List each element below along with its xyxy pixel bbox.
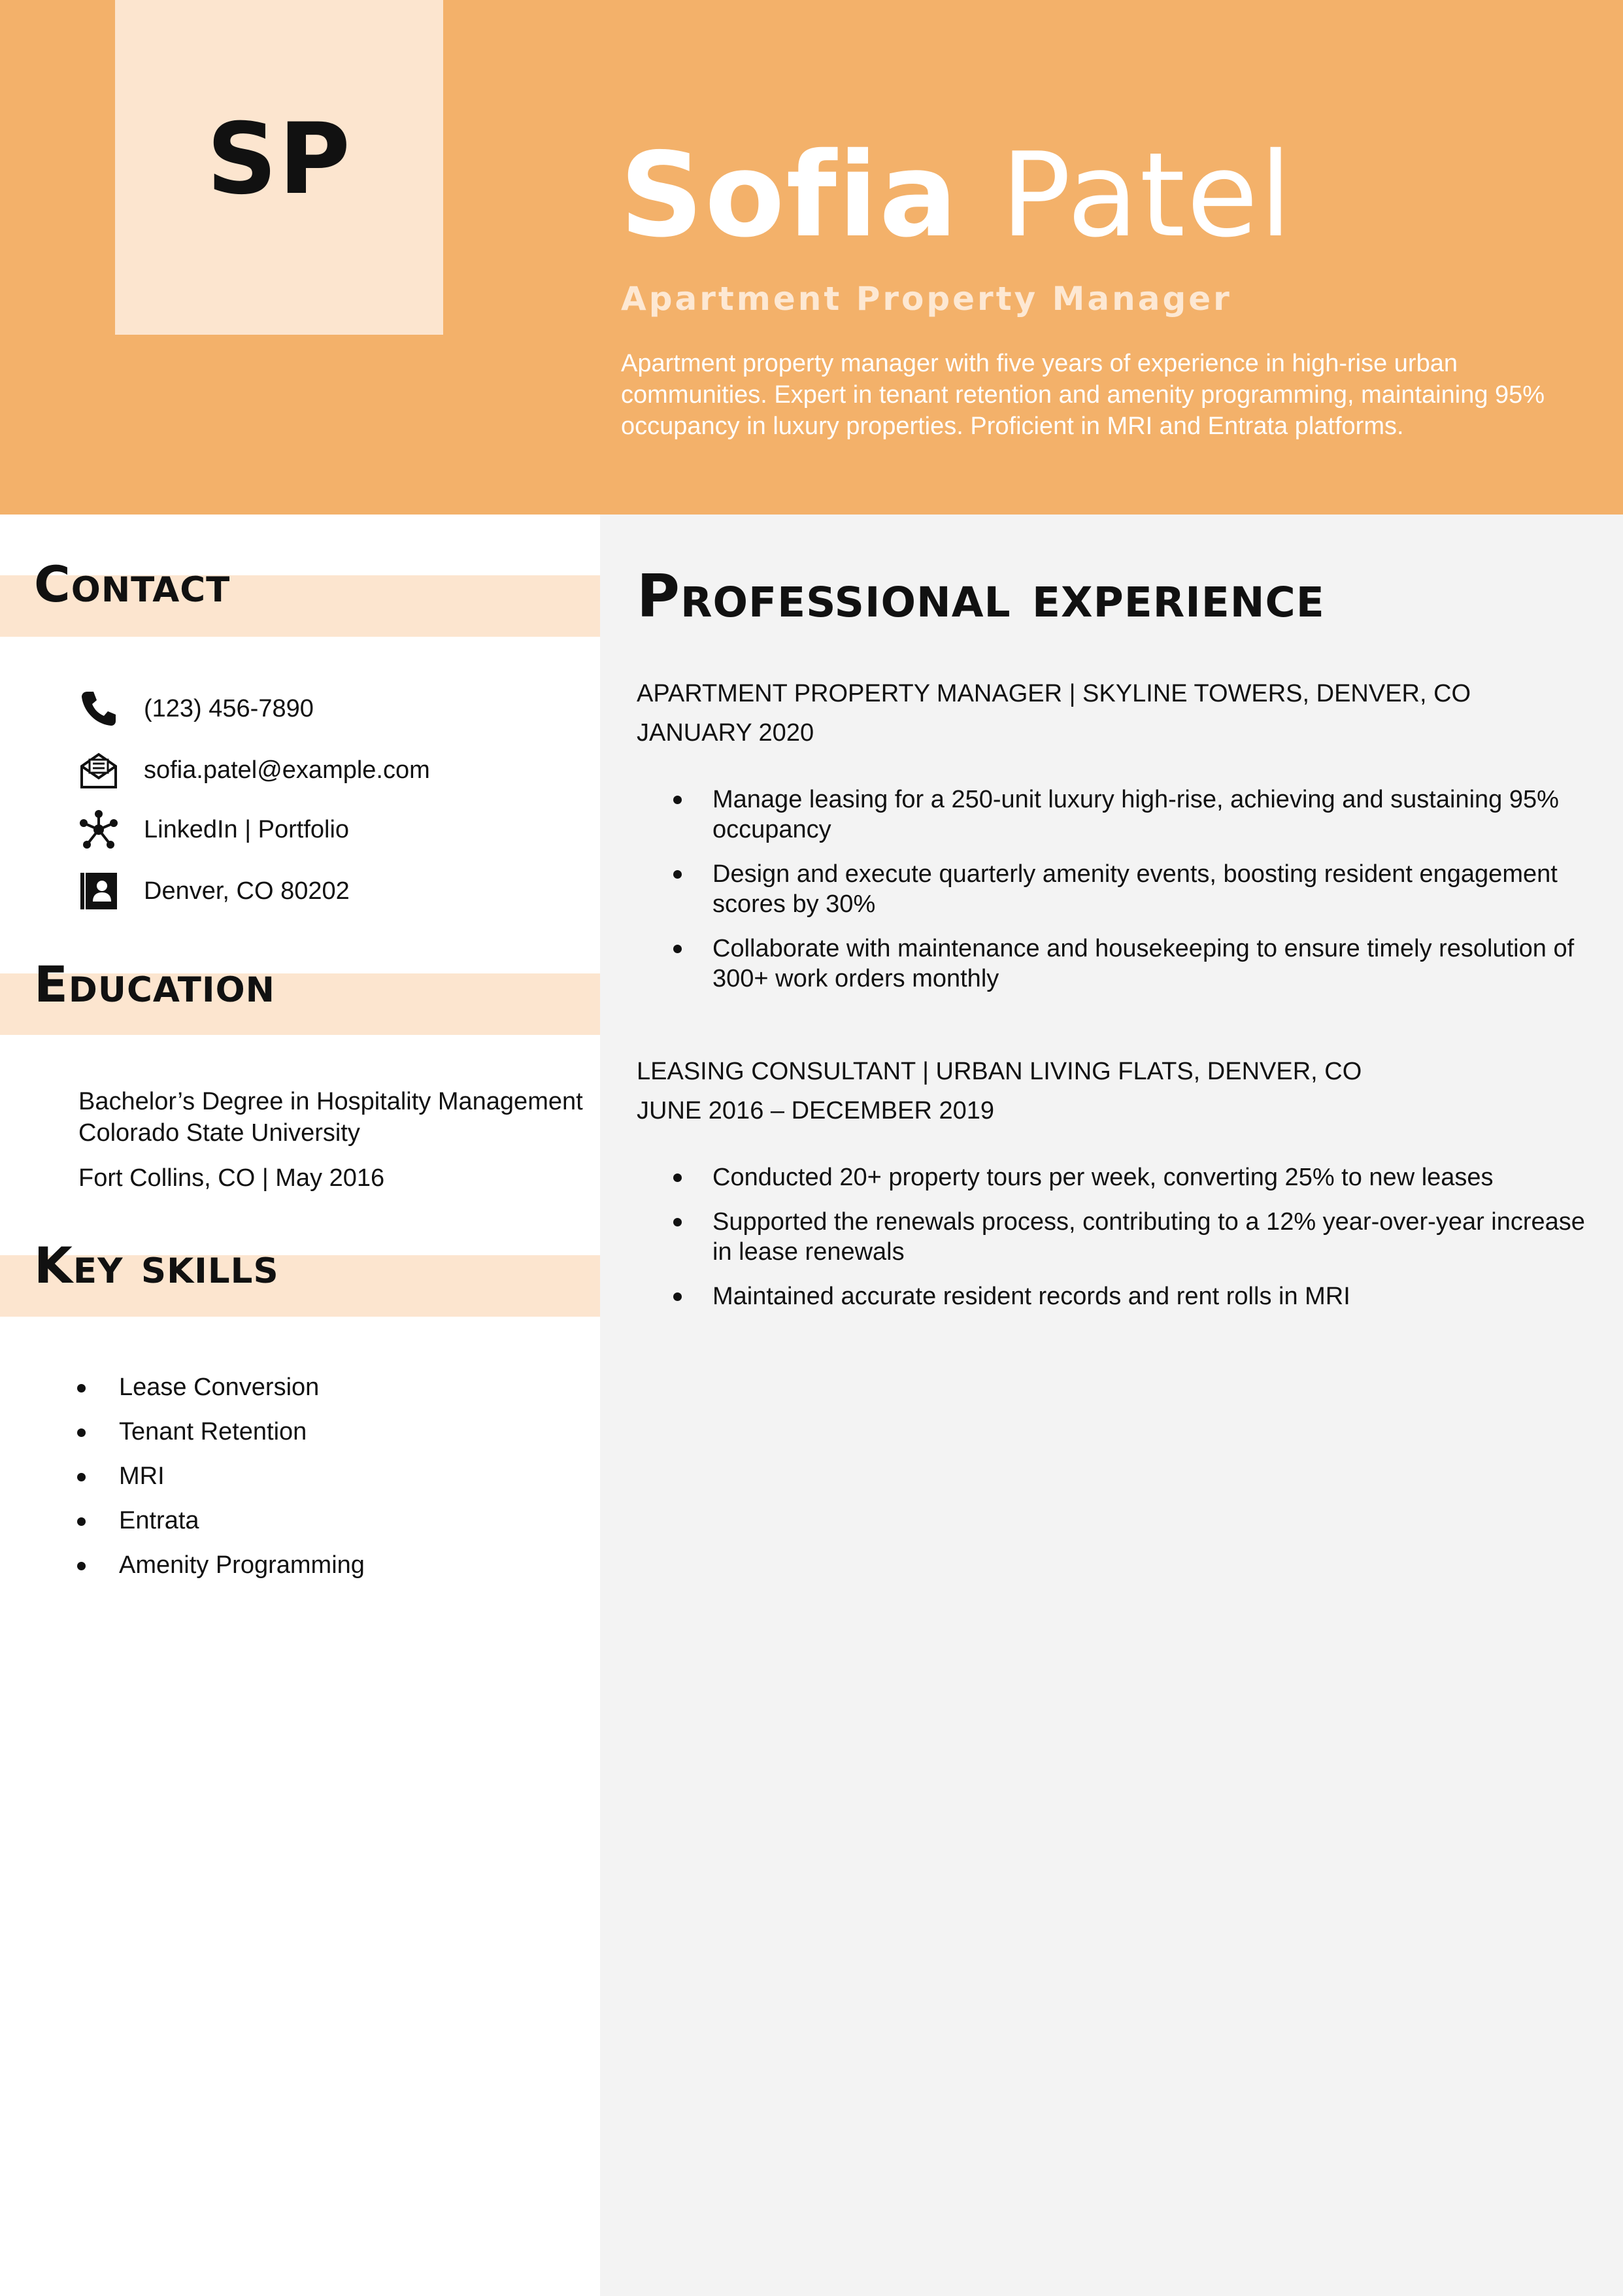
job-1-dates: JANUARY 2020 bbox=[637, 719, 814, 747]
contact-email bbox=[76, 749, 430, 792]
first-name: Sofia bbox=[620, 127, 960, 263]
skills-heading: Key skills bbox=[34, 1236, 279, 1294]
job-bullet: Design and execute quarterly amenity events, boosting resident engagement scores by 30% bbox=[673, 859, 1588, 919]
skill-item: Entrata bbox=[75, 1498, 365, 1543]
experience-heading: Professional experience bbox=[637, 562, 1325, 631]
skill-item: Amenity Programming bbox=[75, 1543, 365, 1587]
job-1-title: APARTMENT PROPERTY MANAGER | SKYLINE TOWERS, DENVER, CO bbox=[637, 680, 1471, 707]
network-icon bbox=[76, 808, 122, 851]
job-2-title: LEASING CONSULTANT | URBAN LIVING FLATS, DENVER, CO bbox=[637, 1058, 1362, 1085]
last-name: Patel bbox=[1001, 127, 1294, 263]
contact-location bbox=[76, 869, 350, 913]
job-bullet: Conducted 20+ property tours per week, converting 25% to new leases bbox=[673, 1162, 1588, 1192]
candidate-name bbox=[620, 127, 1294, 263]
monogram: SP bbox=[207, 103, 352, 216]
education-heading: Education bbox=[34, 955, 276, 1013]
job-bullet: Manage leasing for a 250-unit luxury high-rise, achieving and sustaining 95% occupancy bbox=[673, 785, 1588, 845]
skills-list bbox=[75, 1365, 365, 1587]
job-bullet: Maintained accurate resident records and rent rolls in MRI bbox=[673, 1281, 1588, 1311]
education-degree: Bachelor’s Degree in Hospitality Management Colorado State University bbox=[78, 1088, 583, 1147]
job-2-bullets bbox=[673, 1162, 1588, 1326]
skill-item: Lease Conversion bbox=[75, 1365, 365, 1410]
job-bullet: Collaborate with maintenance and housekeeping to ensure timely resolution of 300+ work orders monthly bbox=[673, 934, 1588, 994]
contact-heading: Contact bbox=[34, 555, 231, 613]
job-bullet: Supported the renewals process, contributing to a 12% year-over-year increase in lease renewals bbox=[673, 1207, 1588, 1267]
contact-links bbox=[76, 808, 350, 851]
job-2-dates: JUNE 2016 – DECEMBER 2019 bbox=[637, 1097, 995, 1124]
skill-item: MRI bbox=[75, 1454, 365, 1498]
education-location-date: Fort Collins, CO | May 2016 bbox=[78, 1164, 385, 1192]
skill-item: Tenant Retention bbox=[75, 1410, 365, 1454]
experience-panel bbox=[600, 515, 1623, 2296]
phone-icon bbox=[76, 687, 122, 730]
contact-phone bbox=[76, 687, 314, 730]
monogram-box bbox=[115, 0, 443, 335]
profile-summary: Apartment property manager with five years of experience in high-rise urban communities. Expert in tenant retention and amenity programming, maintaining 95% occupancy in luxury properties. Proficient in MRI and Entrata platforms. bbox=[621, 350, 1545, 440]
links-text[interactable]: LinkedIn | Portfolio bbox=[144, 815, 350, 843]
job-title: Apartment Property Manager bbox=[621, 280, 1232, 318]
location-text: Denver, CO 80202 bbox=[144, 877, 350, 905]
email-icon bbox=[76, 749, 122, 792]
job-1-bullets bbox=[673, 785, 1588, 1008]
email-text[interactable]: sofia.patel@example.com bbox=[144, 756, 430, 784]
contact-card-icon bbox=[76, 869, 122, 913]
phone-text[interactable]: (123) 456-7890 bbox=[144, 694, 314, 722]
